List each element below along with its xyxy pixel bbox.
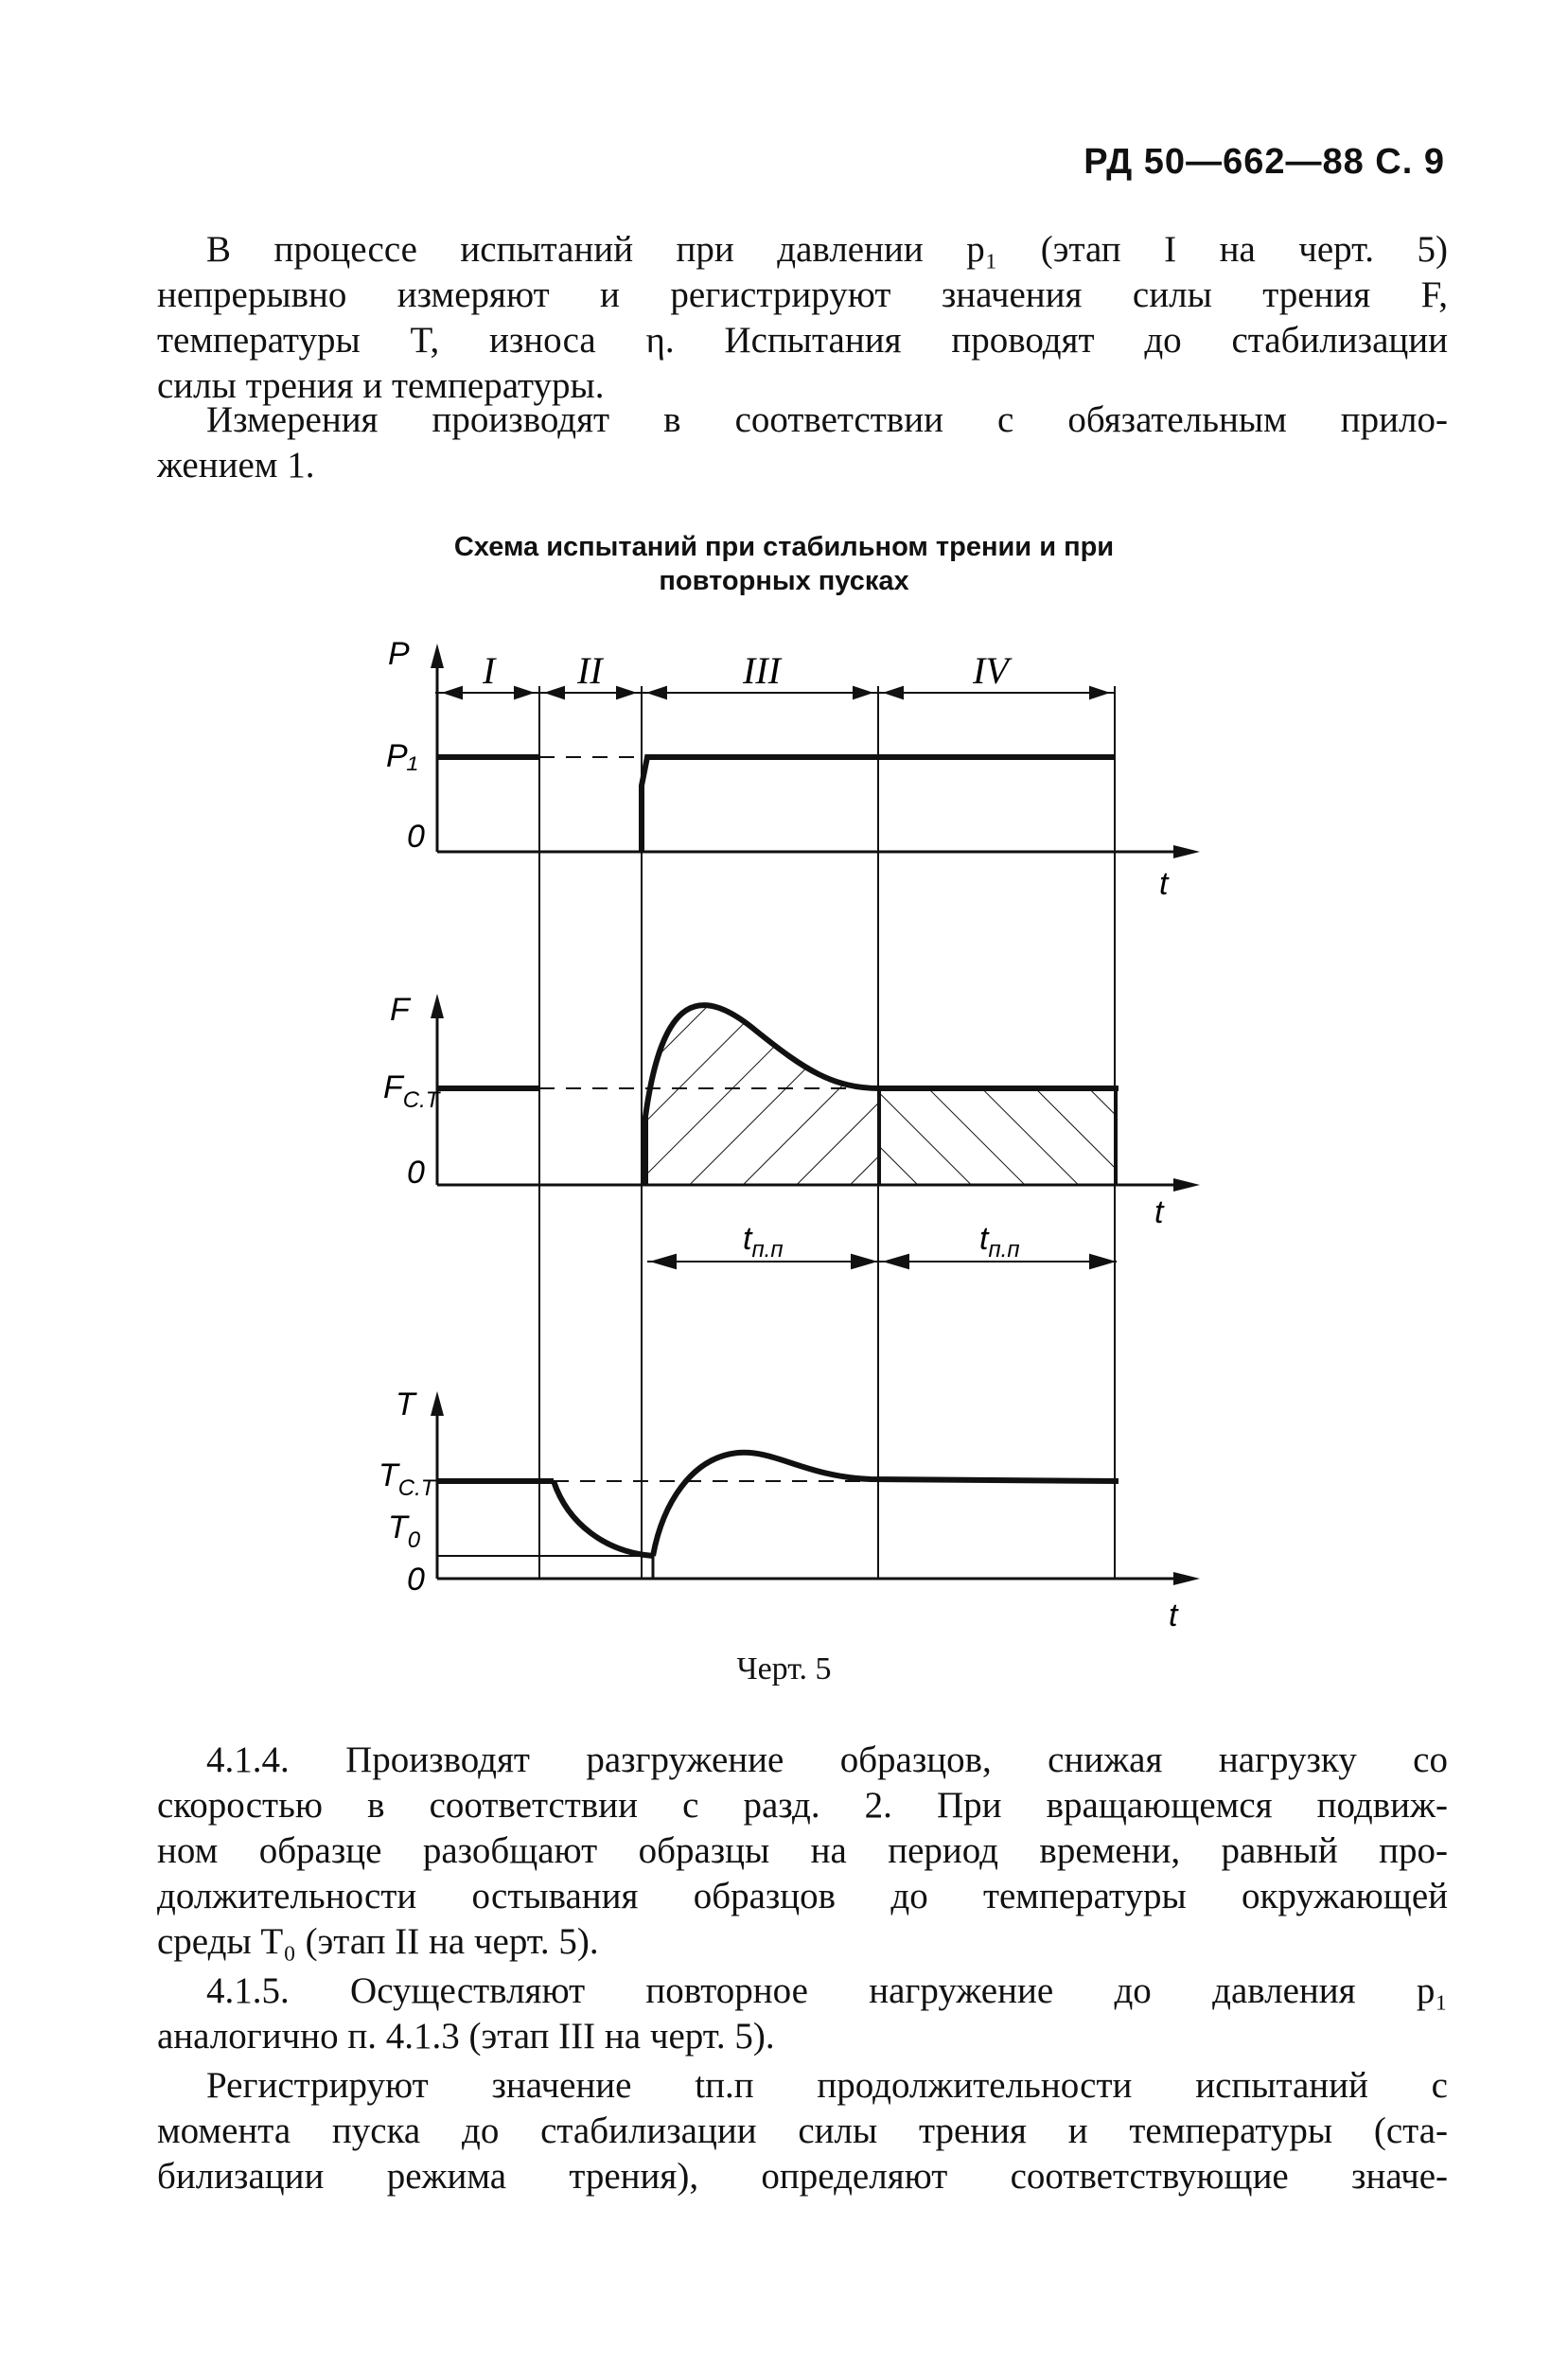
arrow-right-icon (1173, 1572, 1200, 1585)
friction-peak-area (645, 1005, 880, 1185)
arrow-up-icon (431, 994, 444, 1018)
t0-label: $T_0$ (388, 1510, 421, 1553)
f-time-label: t (1154, 1194, 1164, 1230)
text-line: момента пуска до стабилизации силы трения и температуры (ста- (157, 2110, 1448, 2151)
f-level-label: $F_{С.Т}$ (383, 1069, 440, 1113)
paragraph-register (157, 2063, 1448, 2199)
p-level-label: P₁ (386, 738, 418, 774)
text-line: должительности остывания образцов до температуры окружающей (157, 1876, 1448, 1916)
heating-curve (653, 1453, 1119, 1556)
text-line: аналогично п. 4.1.3 (этап III на черт. 5). (157, 2016, 775, 2057)
t-axis-name: T (396, 1386, 415, 1422)
friction-chart (383, 992, 1200, 1268)
text-line: жением 1. (157, 445, 315, 486)
f-axis-name: F (390, 992, 410, 1028)
paragraph-4-1-4 (157, 1738, 1448, 1965)
figure-title-line: Схема испытаний при стабильном трении и при (453, 532, 1115, 562)
t-zero-label: 0 (407, 1562, 425, 1598)
text-line: температуры T, износа η. Испытания проводят до стабилизации (157, 320, 1448, 361)
figure-title-line: повторных пусках (659, 566, 909, 596)
page-header: РД 50—662—88 С. 9 (1084, 142, 1445, 182)
interval-label-stage3: $t_{п.п}$ (743, 1221, 784, 1262)
friction-stable-area (880, 1088, 1117, 1185)
interval-label-stage4: $t_{п.п}$ (979, 1221, 1020, 1262)
arrow-right-icon (1173, 845, 1200, 858)
text-line: В процессе испытаний при давлении p₁ (этап I на черт. 5) (206, 229, 1448, 270)
arrow-right-icon (1173, 1178, 1200, 1192)
p-axis-name: P (388, 636, 410, 672)
text-line: Регистрируют значение tп.п продолжительности испытаний с (206, 2065, 1448, 2106)
arrow-up-icon (431, 644, 444, 668)
temperature-chart (379, 1386, 1200, 1633)
text-line: среды T₀ (этап II на черт. 5). (157, 1921, 599, 1962)
f-zero-label: 0 (407, 1155, 425, 1191)
p-time-label: t (1159, 866, 1169, 902)
text-line: ном образце разобщают образцы на период времени, равный про- (157, 1830, 1448, 1871)
t-level-label: $T_{С.Т}$ (379, 1457, 435, 1501)
p-zero-label: 0 (407, 819, 425, 855)
text-line: Измерения производят в соответствии с обязательным прило- (206, 399, 1448, 440)
paragraph-4-1-5 (157, 1969, 1448, 2059)
t-time-label: t (1169, 1598, 1178, 1633)
text-line: силы трения и температуры. (157, 365, 605, 406)
cooling-curve (554, 1481, 653, 1556)
figure-caption: Черт. 5 (736, 1651, 832, 1686)
stage-label: III (743, 649, 781, 692)
text-line: непрерывно измеряют и регистрируют значения силы трения F, (157, 274, 1448, 315)
stage-label: I (483, 649, 496, 692)
text-line: 4.1.5. Осуществляют повторное нагружение до давления p₁ (206, 1970, 1448, 2011)
text-line: билизации режима трения), определяют соответствующие значе- (157, 2156, 1448, 2197)
pressure-chart (386, 636, 1200, 902)
stage-label: IV (973, 649, 1009, 692)
text-line: скоростью в соответствии с разд. 2. При вращающемся подвиж- (157, 1785, 1448, 1826)
stage-label: II (577, 649, 603, 692)
arrow-up-icon (431, 1391, 444, 1416)
text-line: 4.1.4. Производят разгружение образцов, снижая нагрузку со (206, 1739, 1448, 1780)
